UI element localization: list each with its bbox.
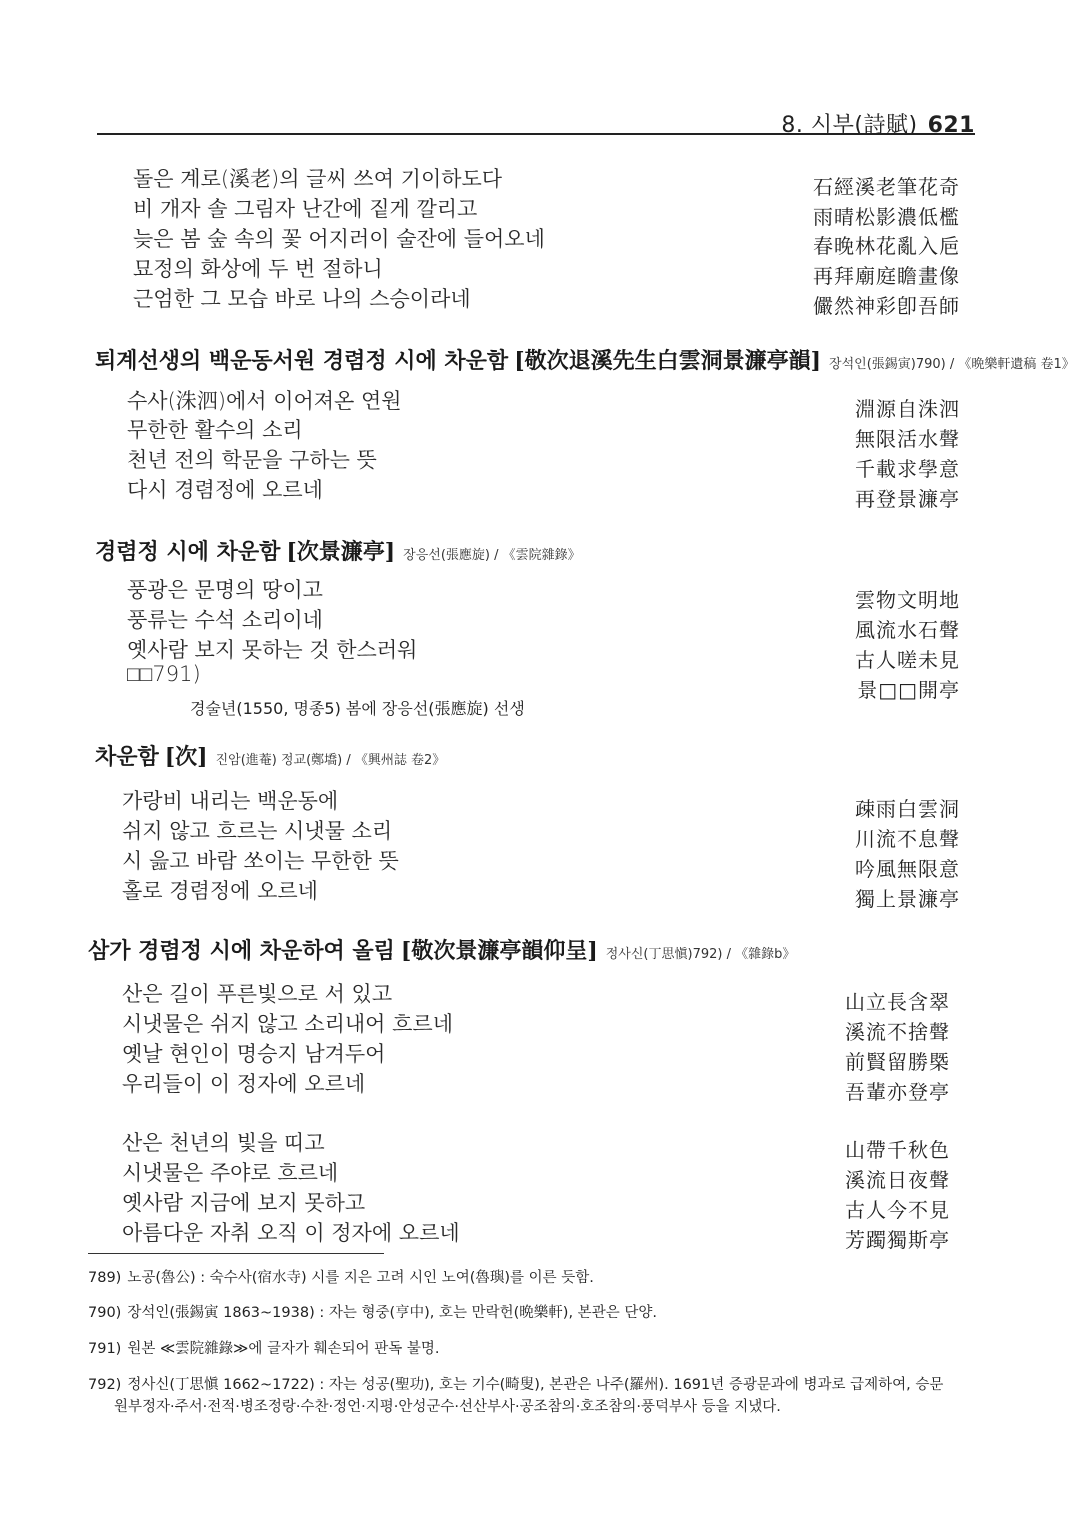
poem-title-korean: 삼가 경렴정 시에 차운하여 올림 [88, 939, 395, 964]
poem-title-hanja: [敬次景濂亭韻仰呈] [400, 938, 598, 964]
korean-line: 무한한 활수의 소리 [127, 418, 303, 442]
poem-title-korean: 경렴정 시에 차운함 [95, 540, 281, 565]
chinese-line: 雨晴松影濃低檻 [813, 205, 960, 229]
chinese-line: 無限活水聲 [855, 427, 960, 451]
chinese-line: 春晚林花亂入巵 [813, 234, 960, 258]
korean-line: 시냇물은 쉬지 않고 소리내어 흐르네 [122, 1012, 453, 1036]
korean-line: 근엄한 그 모습 바로 나의 스승이라네 [133, 287, 471, 311]
chinese-line: 淵源自洙泗 [855, 397, 960, 421]
chinese-line: 古人今不見 [845, 1198, 950, 1222]
footnote [88, 1374, 968, 1418]
poem-source: 정사신(丁思愼)792) / 《雜錄b》 [605, 947, 796, 962]
page-number: 621 [927, 113, 975, 138]
poem-title [95, 344, 1075, 375]
poem-note: 경술년(1550, 명종5) 봄에 장응선(張應旋) 선생 [190, 699, 525, 718]
chinese-line: 疎雨白雲洞 [855, 797, 960, 821]
footnote-text-continued: 원부정자·주서·전적·병조정랑·수찬·정언·지평·안성군수·선산부사·공조참의·호조참의·풍덕부사 등을 지냈다. [114, 1399, 781, 1415]
footnote-text: 원본 ≪雲院雜錄≫에 글자가 훼손되어 판독 불명. [127, 1341, 440, 1357]
chinese-line: 川流不息聲 [855, 827, 960, 851]
poem-title-hanja: [次] [164, 744, 208, 770]
footnote-number: 792) [88, 1377, 122, 1393]
poem-source: 장석인(張錫寅)790) / 《晩樂軒遺稿 卷1》 [829, 357, 1075, 372]
footnote [88, 1338, 968, 1360]
korean-line: 옛사람 보지 못하는 것 한스러워 [127, 638, 418, 662]
chinese-line: 山帶千秋色 [845, 1138, 950, 1162]
footnote-number: 791) [88, 1341, 122, 1357]
korean-line: 다시 경렴정에 오르네 [127, 478, 323, 502]
header-rule [97, 133, 975, 135]
chinese-line: 吾輩亦登亭 [845, 1080, 950, 1104]
korean-line: 늦은 봄 숲 속의 꽃 어지러이 술잔에 들어오네 [133, 227, 545, 251]
korean-line: 옛날 현인이 명승지 남겨두어 [122, 1042, 386, 1066]
korean-line: 아름다운 자취 오직 이 정자에 오르네 [122, 1221, 460, 1245]
chinese-line: 獨上景濂亭 [855, 887, 960, 911]
chinese-line: 石經溪老筆花奇 [813, 175, 960, 199]
poem-title-hanja: [次景濂亭] [286, 539, 396, 565]
chinese-line: 風流水石聲 [855, 618, 960, 642]
korean-line: 홀로 경렴정에 오르네 [122, 879, 318, 903]
chinese-line: 再拜廟庭瞻畫像 [813, 264, 960, 288]
korean-line: 천년 전의 학문을 구하는 뜻 [127, 448, 377, 472]
poem-title-korean: 퇴계선생의 백운동서원 경렴정 시에 차운함 [95, 349, 509, 374]
footnote-number: 789) [88, 1270, 122, 1286]
section-title: 8. 시부(詩賦) [781, 113, 918, 138]
chinese-line: 前賢留勝槩 [845, 1050, 950, 1074]
korean-line: 산은 천년의 빛을 띠고 [122, 1131, 325, 1155]
korean-line: 풍류는 수석 소리이네 [127, 608, 323, 632]
korean-line: □□791) [127, 662, 201, 686]
chinese-line: 溪流不捨聲 [845, 1020, 950, 1044]
chinese-line: 儼然神彩卽吾師 [813, 294, 960, 318]
chinese-line: 雲物文明地 [855, 588, 960, 612]
chinese-line: 山立長含翠 [845, 990, 950, 1014]
poem-title-korean: 차운함 [95, 745, 159, 770]
footnote [88, 1267, 968, 1289]
poem-source: 진암(進菴) 정교(鄭墧) / 《興州誌 卷2》 [215, 753, 446, 768]
korean-line: 산은 길이 푸른빛으로 서 있고 [122, 982, 393, 1006]
korean-line: 우리들이 이 정자에 오르네 [122, 1072, 366, 1096]
footnote-number: 790) [88, 1305, 122, 1321]
poem-source: 장응선(張應旋) / 《雲院雜錄》 [403, 548, 581, 563]
chinese-line: 芳躅獨斯亭 [845, 1228, 950, 1252]
korean-line: 쉬지 않고 흐르는 시냇물 소리 [122, 819, 393, 843]
footnote-text: 정사신(丁思愼 1662~1722) : 자는 성공(聖功), 호는 기수(畸叟), 본관은 나주(羅州). 1691년 증광문과에 병과로 급제하여, 승문 [127, 1377, 944, 1393]
footnote-text: 장석인(張錫寅 1863~1938) : 자는 형중(亨中), 호는 만락헌(晩樂軒), 본관은 단양. [127, 1305, 657, 1321]
korean-line: 수사(洙泗)에서 이어져온 연원 [127, 389, 402, 413]
footnote [88, 1302, 968, 1324]
chinese-line: 千載求學意 [855, 457, 960, 481]
poem-title-hanja: [敬次退溪先生白雲洞景濂亭韻] [514, 348, 822, 374]
korean-line: 가랑비 내리는 백운동에 [122, 789, 339, 813]
korean-line: 비 개자 솔 그림자 난간에 짙게 깔리고 [133, 197, 478, 221]
footnote-rule [88, 1253, 384, 1254]
footnote-text: 노공(魯公) : 숙수사(宿水寺) 시를 지은 고려 시인 노여(魯璵)를 이른 듯함. [127, 1270, 594, 1286]
korean-line: 돌은 계로(溪老)의 글씨 쓰여 기이하도다 [133, 167, 503, 191]
chinese-line: 古人嗟未見 [855, 648, 960, 672]
korean-line: 옛사람 지금에 보지 못하고 [122, 1191, 366, 1215]
korean-line: 묘정의 화상에 두 번 절하니 [133, 257, 383, 281]
korean-line: 시 읊고 바람 쏘이는 무한한 뜻 [122, 849, 399, 873]
poem-title [88, 934, 795, 965]
chinese-line: 景□□開亭 [857, 678, 960, 702]
poem-title [95, 740, 445, 771]
chinese-line: 吟風無限意 [855, 857, 960, 881]
chinese-line: 再登景濂亭 [855, 487, 960, 511]
chinese-line: 溪流日夜聲 [845, 1168, 950, 1192]
korean-line: 풍광은 문명의 땅이고 [127, 578, 323, 602]
korean-line: 시냇물은 주야로 흐르네 [122, 1161, 339, 1185]
poem-title [95, 535, 581, 566]
